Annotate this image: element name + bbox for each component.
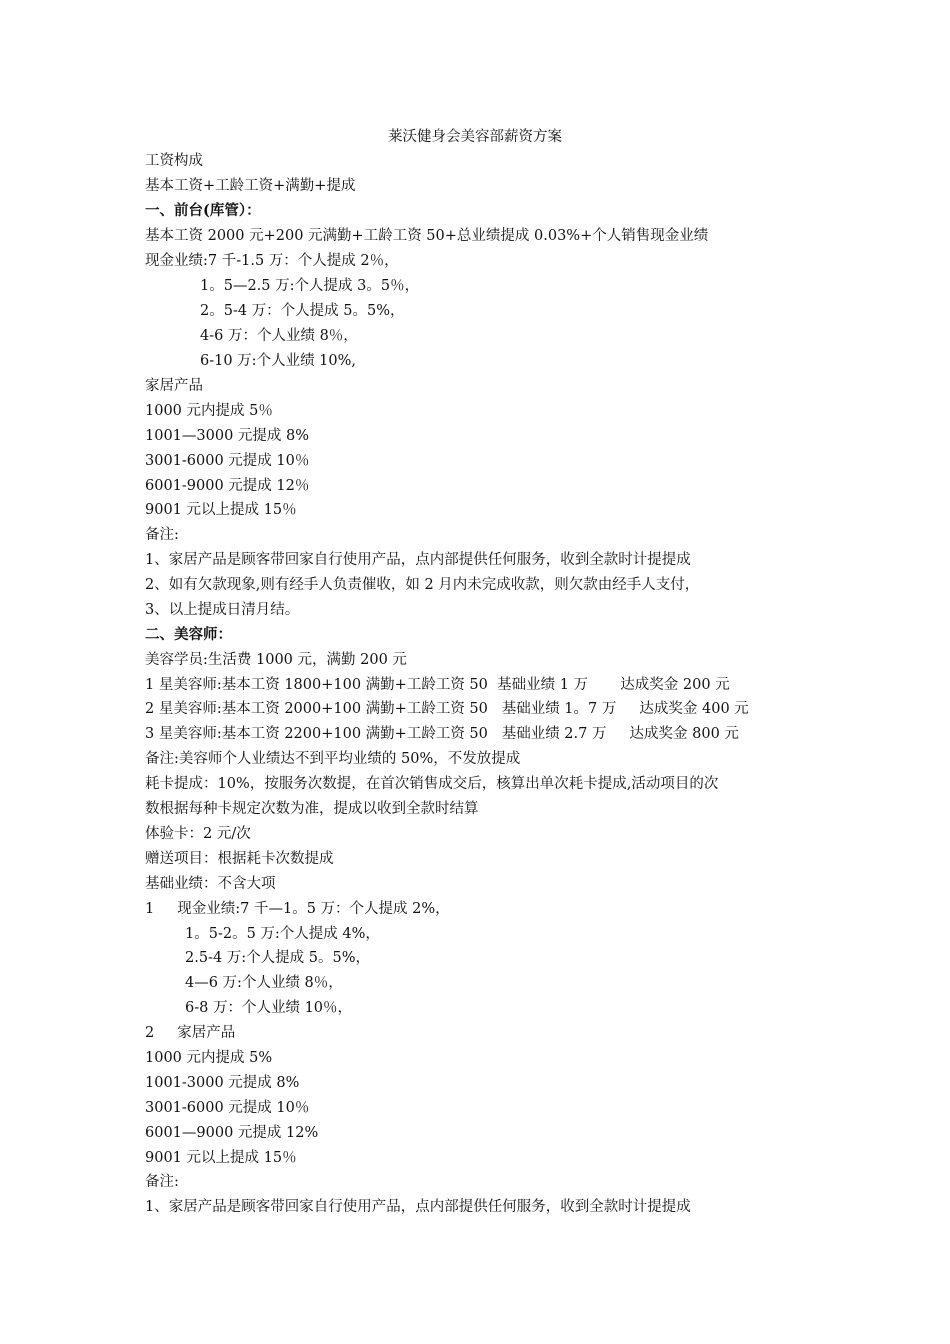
text-line-indented: 6-8 万：个人业绩 10％， xyxy=(185,1000,353,1016)
text-line: 2 家居产品 xyxy=(145,1025,236,1041)
text-line: 备注:美容师个人业绩达不到平均业绩的 50%，不发放提成 xyxy=(145,751,521,767)
text-line: 9001 元以上提成 15％ xyxy=(145,1150,297,1166)
text-line-indented: 1。5—2.5 万:个人提成 3。5％， xyxy=(200,278,420,294)
text-line: 3、以上提成日清月结。 xyxy=(145,602,300,618)
text-line: 1、家居产品是顾客带回家自行使用产品，点内部提供任何服务，收到全款时计提提成 xyxy=(145,1199,691,1215)
text-line: 基本工资+工龄工资+满勤+提成 xyxy=(145,178,356,194)
text-line: 赠送项目：根据耗卡次数提成 xyxy=(145,851,334,867)
text-line-indented: 1。5-2。5 万:个人提成 4%， xyxy=(185,926,380,942)
document-title: 莱沃健身会美容部薪资方案 xyxy=(388,129,562,145)
text-line: 1000 元内提成 5% xyxy=(145,1050,273,1066)
text-line-indented: 6-10 万:个人业绩 10%, xyxy=(200,353,357,369)
text-line: 1001-3000 元提成 8% xyxy=(145,1075,300,1091)
text-line: 3 星美容师:基本工资 2200+100 满勤+工龄工资 50 基础业绩 2.7 万 达成奖金 800 元 xyxy=(145,726,739,742)
text-line: 1 星美容师:基本工资 1800+100 满勤+工龄工资 50 基础业绩 1 万 达成奖金 200 元 xyxy=(145,677,730,693)
text-line-indented: 2。5-4 万：个人提成 5。5%， xyxy=(200,303,405,319)
text-line-indented: 4-6 万：个人业绩 8％， xyxy=(200,328,358,344)
text-line: 6001—9000 元提成 12% xyxy=(145,1125,319,1141)
text-line: 基础业绩：不含大项 xyxy=(145,876,276,892)
section-heading-beautician: 二、美容师： xyxy=(145,626,232,643)
text-line: 1000 元内提成 5％ xyxy=(145,403,273,419)
text-line: 9001 元以上提成 15％ xyxy=(145,502,297,518)
text-line: 1 现金业绩:7 千—1。5 万：个人提成 2%， xyxy=(145,901,450,917)
text-line: 耗卡提成：10%，按服务次数提，在首次销售成交后，核算出单次耗卡提成,活动项目的次 xyxy=(145,776,719,792)
section-heading-front-desk: 一、前台(库管）： xyxy=(145,202,261,219)
text-line: 1、家居产品是顾客带回家自行使用产品，点内部提供任何服务，收到全款时计提提成 xyxy=(145,552,691,568)
text-line-indented: 2.5-4 万:个人提成 5。5%， xyxy=(185,950,371,966)
text-line-note: 备注: xyxy=(145,527,179,543)
text-line-indented: 4—6 万:个人业绩 8％， xyxy=(185,975,343,991)
text-line: 体验卡：2 元/次 xyxy=(145,826,251,842)
section-heading-salary-structure: 工资构成 xyxy=(145,153,203,169)
text-line: 现金业绩:7 千-1.5 万：个人提成 2％， xyxy=(145,253,399,269)
text-line: 数根据每种卡规定次数为准，提成以收到全款时结算 xyxy=(145,801,479,817)
text-line: 2 星美容师:基本工资 2000+100 满勤+工龄工资 50 基础业绩 1。7 万 达成奖金 400 元 xyxy=(145,701,749,717)
text-line: 基本工资 2000 元+200 元满勤+工龄工资 50+总业绩提成 0.03%+个人销售现金业绩 xyxy=(145,228,709,244)
text-line: 美容学员:生活费 1000 元，满勤 200 元 xyxy=(145,652,407,668)
text-line-note: 备注: xyxy=(145,1174,179,1190)
text-line: 6001-9000 元提成 12％ xyxy=(145,478,310,494)
text-line: 2、如有欠款现象,则有经手人负责催收，如 2 月内未完成收款，则欠款由经手人支付， xyxy=(145,577,700,593)
text-line: 3001-6000 元提成 10％ xyxy=(145,453,310,469)
text-line: 1001—3000 元提成 8% xyxy=(145,428,310,444)
text-line: 家居产品 xyxy=(145,378,203,394)
text-line: 3001-6000 元提成 10％ xyxy=(145,1100,310,1116)
